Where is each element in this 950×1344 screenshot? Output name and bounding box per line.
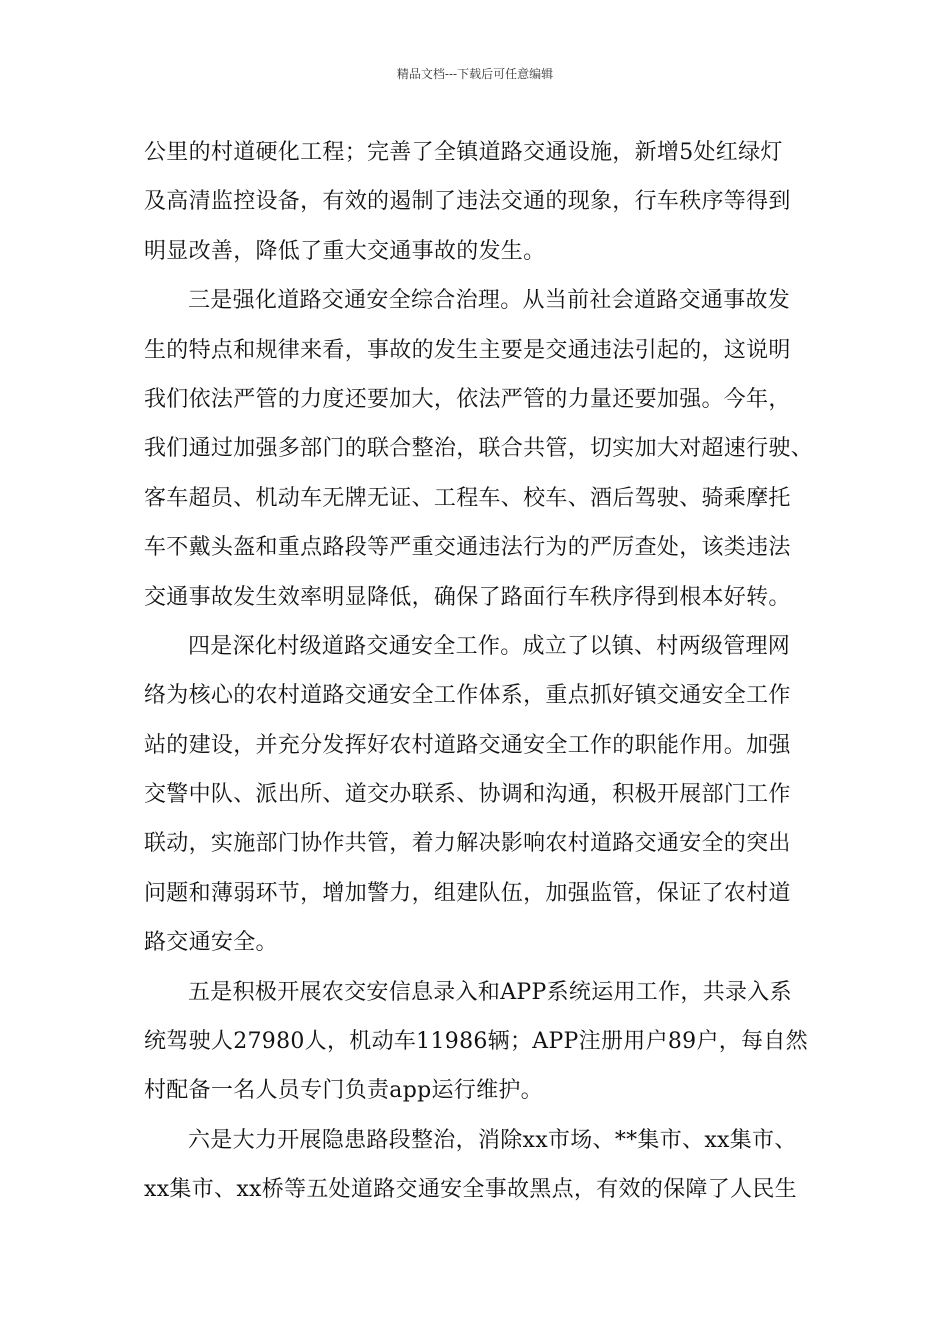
- text-line: 我们依法严管的力度还要加大，依法严管的力量还要加强。今年，: [144, 386, 791, 412]
- paragraph-start-line: 五是积极开展农交安信息录入和APP系统运用工作，共录入系: [188, 979, 792, 1005]
- text-line: 及高清监控设备，有效的遏制了违法交通的现象，行车秩序等得到: [144, 189, 791, 215]
- text-line: 公里的村道硬化工程；完善了全镇道路交通设施，新增5处红绿灯: [144, 140, 783, 165]
- text-line: 明显改善，降低了重大交通事故的发生。: [144, 238, 546, 264]
- text-line: 客车超员、机动车无牌无证、工程车、校车、酒后驾驶、骑乘摩托: [144, 485, 791, 511]
- text-line: 络为核心的农村道路交通安全工作体系，重点抓好镇交通安全工作: [144, 683, 791, 709]
- text-line: 交通事故发生效率明显降低，确保了路面行车秩序得到根本好转。: [144, 584, 791, 610]
- paragraph-start-line: 四是深化村级道路交通安全工作。成立了以镇、村两级管理网: [188, 633, 791, 659]
- page-header: 精品文档---下载后可任意编辑: [396, 67, 554, 81]
- document-body: [144, 128, 814, 1215]
- text-line: 站的建设，并充分发挥好农村道路交通安全工作的职能作用。加强: [144, 732, 791, 758]
- text-line: 村配备一名人员专门负责app运行维护。: [144, 1078, 543, 1104]
- paragraph-start-line: 三是强化道路交通安全综合治理。从当前社会道路交通事故发: [188, 288, 791, 314]
- text-line: 问题和薄弱环节，增加警力，组建队伍，加强监管，保证了农村道: [144, 880, 791, 906]
- paragraph-start-line: 六是大力开展隐患路段整治，消除xx市场、**集市、xx集市、: [188, 1127, 797, 1153]
- text-line: 生的特点和规律来看，事故的发生主要是交通违法引起的，这说明: [144, 337, 791, 363]
- text-line: 路交通安全。: [144, 930, 278, 956]
- text-line: xx集市、xx桥等五处道路交通安全事故黑点，有效的保障了人民生: [144, 1177, 797, 1203]
- text-line: 统驾驶人27980人，机动车11986辆；APP注册用户89户，每自然: [144, 1029, 808, 1055]
- text-line: 车不戴头盔和重点路段等严重交通违法行为的严厉查处，该类违法: [144, 535, 791, 561]
- text-line: 联动，实施部门协作共管，着力解决影响农村道路交通安全的突出: [144, 831, 791, 857]
- text-line: 我们通过加强多部门的联合整治，联合共管，切实加大对超速行驶、: [144, 436, 814, 462]
- text-line: 交警中队、派出所、道交办联系、协调和沟通，积极开展部门工作: [144, 782, 791, 808]
